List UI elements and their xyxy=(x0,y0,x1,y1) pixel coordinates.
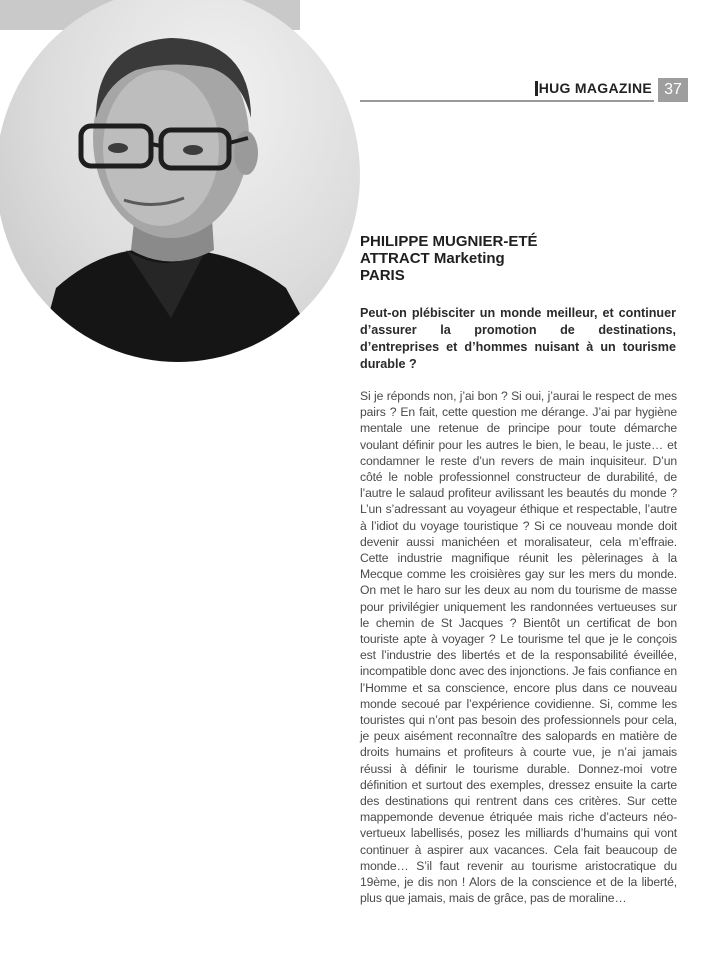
page-number: 37 xyxy=(658,78,688,102)
portrait-photo xyxy=(0,0,360,362)
interviewee-city: PARIS xyxy=(360,267,405,284)
header-separator-bar xyxy=(535,81,538,96)
magazine-title: HUG MAGAZINE xyxy=(538,80,652,96)
interview-question: Peut-on plébisciter un monde meilleur, et continuer d’assurer la promotion de destinations, d’entreprises et d’hommes nuisant à un tourisme durable ? xyxy=(360,306,676,371)
magazine-header xyxy=(360,78,688,104)
interviewee-company: ATTRACT Marketing xyxy=(360,250,505,267)
interviewee-block xyxy=(360,233,680,284)
interviewee-name: PHILIPPE MUGNIER-ETÉ xyxy=(360,233,538,250)
header-rule xyxy=(360,100,654,102)
interview-answer: Si je réponds non, j’ai bon ? Si oui, j’aurai le respect de mes pairs ? En fait, cette question me dérange. J’ai par hygiène mentale une retenue de principe pour toute démarche voulant définir pour les autres le bien, le beau, le juste… et condamner le reste d’un revers de main inquisiteur. D’un côté le noble professionnel constructeur de durabilité, de l’autre le salaud profiteur avilissant les beautés du monde ? L’un s’adressant au voyageur éthique et respectable, l’autre à l’idiot du voyage touristique ? Si ce nouveau monde doit devenir aussi manichéen et moralisateur, cela m’effraie. Cette industrie magnifique réunit les pèlerinages à la Mecque comme les croisières gay sur les mers du monde. On met le haro sur les deux au nom du tourisme de masse pour privilégier uniquement les randonnées vertueuses sur le chemin de St Jacques ? Bientôt un certificat de bon touriste apte à voyager ? Le tourisme tel que je le conçois est l’industrie des libertés et de la responsabilité éveillée, incompatible donc avec des injonctions. Je fais confiance en l’Homme et sa conscience, encore plus dans ce nouveau monde secoué par l’expérience covidienne. Si, comme les touristes qui n’ont pas besoin des professionnels pour cela, je peux aisément reconnaître des salopards en matière de droits humains et profiteurs à courte vue, je n’ai jamais réussi à définir le tourisme durable. Donnez-moi votre définition et surtout des exemples, dressez ensuite la carte des destinations qui rentrent dans ces critères. Sur cette mappemonde devenue étriquée mais riche d’acteurs néo-vertueux labellisés, posez les milliards d’humains qui vont continuer à aspirer aux vacances. Cela fait beaucoup de monde… S’il faut revenir au tourisme aristocratique du 19ème, je dis non ! Alors de la conscience et de la liberté, plus que jamais, mais de grâce, pas de moraline… xyxy=(360,389,677,906)
